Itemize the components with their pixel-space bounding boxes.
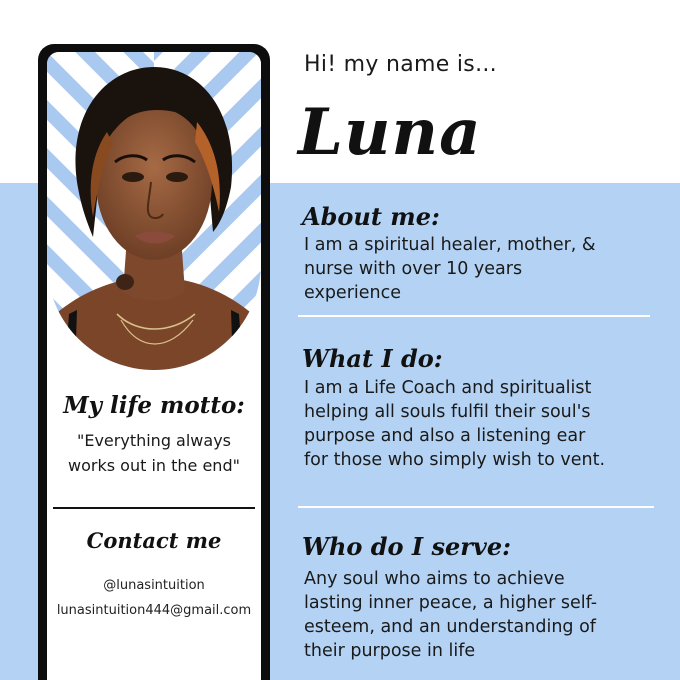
motto-line: "Everything always bbox=[76, 431, 231, 450]
what-i-do-line: for those who simply wish to vent. bbox=[304, 450, 606, 470]
about-title: About me: bbox=[302, 202, 440, 231]
contact-title: Contact me bbox=[86, 528, 222, 553]
what-i-do-title: What I do: bbox=[302, 344, 443, 373]
who-i-serve-title: Who do I serve: bbox=[302, 532, 511, 561]
about-body bbox=[304, 233, 596, 305]
motto-body bbox=[47, 428, 261, 478]
motto-line: works out in the end" bbox=[68, 456, 240, 475]
who-i-serve-line: their purpose in life bbox=[304, 641, 476, 661]
divider-2 bbox=[298, 506, 654, 508]
contact-handle: @lunasintuition bbox=[103, 578, 205, 593]
motto-divider bbox=[53, 507, 255, 509]
person-name: Luna bbox=[298, 95, 482, 170]
about-line: nurse with over 10 years bbox=[304, 259, 523, 279]
who-i-serve-line: Any soul who aims to achieve bbox=[304, 569, 565, 589]
who-i-serve-line: lasting inner peace, a higher self- bbox=[304, 593, 598, 613]
who-i-serve-body bbox=[304, 567, 597, 663]
about-line: experience bbox=[304, 283, 401, 303]
intro-text: Hi! my name is... bbox=[304, 52, 497, 77]
what-i-do-line: helping all souls fulfil their soul's bbox=[304, 402, 591, 422]
contact-email: lunasintuition444@gmail.com bbox=[56, 603, 252, 618]
what-i-do-body bbox=[304, 376, 605, 472]
divider-1 bbox=[298, 315, 650, 317]
who-i-serve-line: esteem, and an understanding of bbox=[304, 617, 596, 637]
portrait-photo bbox=[47, 52, 261, 370]
what-i-do-line: I am a Life Coach and spiritualist bbox=[304, 378, 592, 398]
motto-title: My life motto: bbox=[63, 392, 245, 419]
about-line: I am a spiritual healer, mother, & bbox=[304, 235, 596, 255]
what-i-do-line: purpose and also a listening ear bbox=[304, 426, 586, 446]
